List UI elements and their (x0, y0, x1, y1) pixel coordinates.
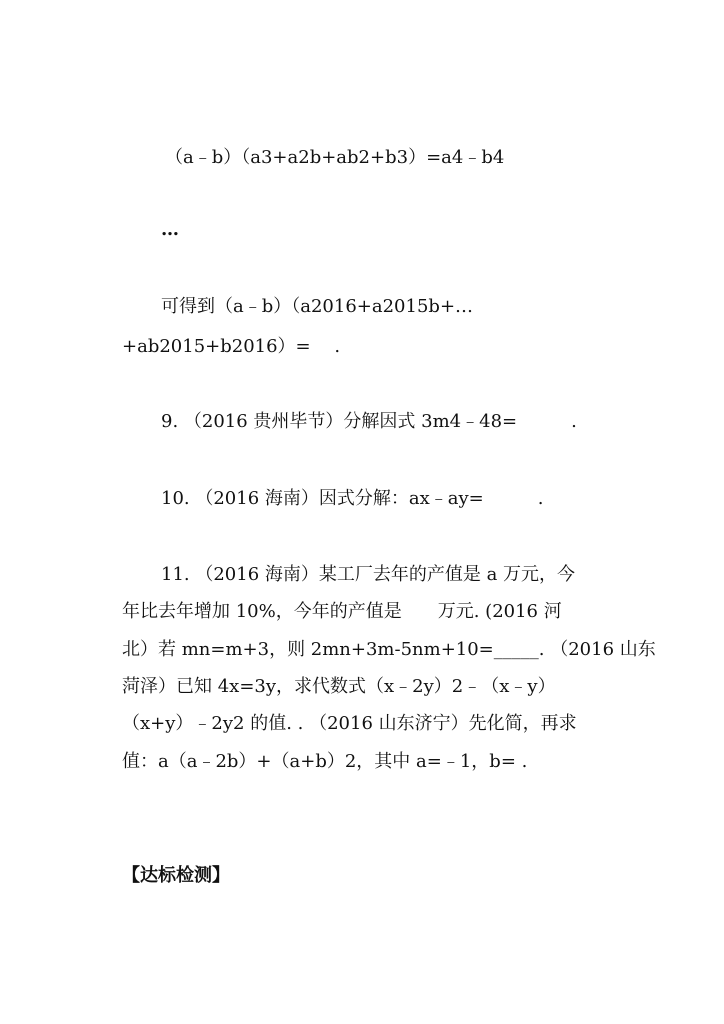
question-11-line-4: 菏泽）已知 4x=3y，求代数式（x﹣2y）2﹣（x﹣y） (122, 676, 556, 697)
question-11-line-3: 北）若 mn=m+3，则 2mn+3m-5nm+10=_____. （2016 山东 (122, 639, 656, 660)
text-line-identity-4: （a﹣b）（a3+a2b+ab2+b3）=a4﹣b4 (165, 147, 505, 168)
question-11-line-1: 11. （2016 海南）某工厂去年的产值是 a 万元，今 (161, 564, 576, 585)
text-line-deduce-continued: +ab2015+b2016）= . (122, 336, 341, 357)
section-heading: 【达标检测】 (122, 865, 230, 886)
question-11-line-6: 值：a（a﹣2b）+（a+b）2，其中 a=﹣1，b= . (122, 751, 528, 772)
question-10: 10. （2016 海南）因式分解：ax﹣ay= . (161, 488, 544, 509)
text-line-deduce: 可得到（a﹣b）（a2016+a2015b+… (161, 296, 474, 317)
question-11-line-5: （x+y）﹣2y2 的值. . （2016 山东济宁）先化简，再求 (122, 713, 577, 734)
question-11-line-2: 年比去年增加 10%，今年的产值是 万元. (2016 河 (122, 601, 562, 622)
text-line-ellipsis: … (161, 219, 179, 240)
question-9: 9. （2016 贵州毕节）分解因式 3m4﹣48= . (161, 411, 577, 432)
